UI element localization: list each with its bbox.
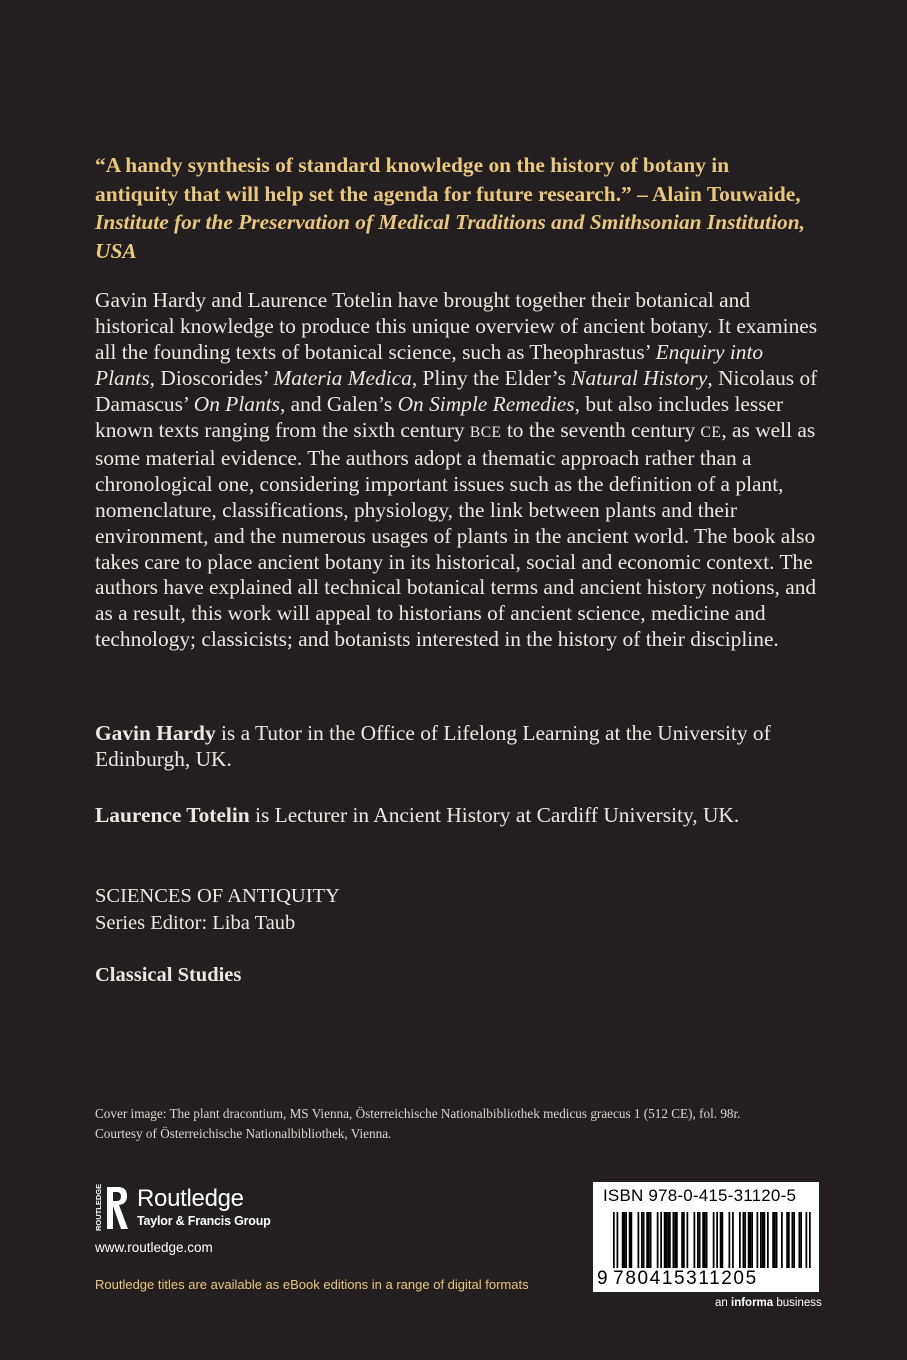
barcode-bar (792, 1212, 794, 1268)
barcode-bar (629, 1212, 631, 1268)
barcode-bar (687, 1212, 689, 1268)
barcode-bar (793, 1212, 795, 1268)
barcode-bar (650, 1212, 652, 1268)
ebook-note: Routledge titles are available as eBook editions in a range of digital formats (95, 1277, 529, 1292)
era-ce: CE (700, 423, 722, 441)
barcode-bar (750, 1212, 752, 1268)
cover-credit (95, 1104, 815, 1143)
barcode-bar (638, 1212, 640, 1268)
series-name: SCIENCES OF ANTIQUITY (95, 885, 340, 907)
barcode-digits (597, 1268, 758, 1290)
barcode-bar (788, 1212, 790, 1268)
quote-text: “A handy synthesis of standard knowledge on the history of botany in antiquity that will help set the agenda for future research.” – Alain Touwaide, (95, 153, 801, 206)
routledge-r-icon (95, 1183, 129, 1233)
barcode-bar (706, 1212, 708, 1268)
barcode-bar (764, 1212, 766, 1268)
barcode-bar (729, 1212, 731, 1268)
barcode-bar (641, 1212, 643, 1268)
title-natural-history: Natural History (571, 365, 708, 390)
barcode-bar (716, 1212, 718, 1268)
subject-category: Classical Studies (95, 964, 242, 986)
isbn-barcode (593, 1182, 819, 1292)
desc-text: to the seventh century (501, 417, 701, 442)
title-materia-medica: Materia Medica (273, 365, 412, 390)
book-description (95, 288, 825, 653)
desc-text: , Nicolaus of Damascus’ (95, 365, 818, 416)
author-bio-totelin (95, 802, 825, 828)
barcode-bar (676, 1212, 678, 1268)
barcode-bar (757, 1212, 759, 1268)
barcode-bar (743, 1212, 745, 1268)
barcode-bar (776, 1212, 778, 1268)
barcode-bar (704, 1212, 706, 1268)
barcode-bar (631, 1212, 633, 1268)
author-bio-hardy (95, 720, 825, 772)
barcode-bar (660, 1212, 662, 1268)
informa-brand: informa (731, 1297, 774, 1309)
barcode-bar (767, 1212, 769, 1268)
author-bio-text: is Lecturer in Ancient History at Cardiff University, UK. (249, 803, 740, 827)
barcode-bar (683, 1212, 685, 1268)
barcode-bar (760, 1212, 762, 1268)
barcode-bar (694, 1212, 696, 1268)
desc-text: Gavin Hardy and Laurence Totelin have brought together their botanical and historical knowledge to produce this unique overview of ancient botany. It examines all the founding texts of botanical science, such as Theophrastus’ (95, 288, 818, 364)
isbn-label: ISBN 978-0-415-31120-5 (603, 1186, 797, 1205)
barcode-bar (673, 1212, 675, 1268)
barcode-bar (648, 1212, 650, 1268)
barcode-bar (800, 1212, 802, 1268)
barcode-bar (722, 1212, 724, 1268)
cover-credit-line: Courtesy of Österreichische Nationalbibliothek, Vienna. (95, 1125, 392, 1141)
author-name: Gavin Hardy (95, 721, 216, 745)
barcode-bar (781, 1212, 783, 1268)
informa-prefix: an (715, 1297, 731, 1309)
barcode-bar (664, 1212, 666, 1268)
publisher-group: Taylor & Francis Group (137, 1214, 271, 1228)
desc-text: , Dioscorides’ (149, 365, 274, 390)
barcode-bar (702, 1212, 704, 1268)
author-bio-text: is a Tutor in the Office of Lifelong Learning at the University of Edinburgh, UK. (95, 721, 771, 771)
barcode-bar (681, 1212, 683, 1268)
barcode-bar (646, 1212, 648, 1268)
routledge-logo (95, 1183, 295, 1233)
title-enquiry-into-plants: Enquiry into Plants (95, 339, 764, 390)
barcode-bar (666, 1212, 668, 1268)
barcode-bar (744, 1212, 746, 1268)
publisher-website[interactable]: www.routledge.com (95, 1240, 213, 1255)
informa-tagline (715, 1297, 822, 1309)
barcode-bar (762, 1212, 764, 1268)
barcode-bar (772, 1212, 774, 1268)
barcode-bar (697, 1212, 699, 1268)
logo-vertical-wordmark: ROUTLEDGE (94, 1183, 103, 1231)
barcode-bar (657, 1212, 659, 1268)
barcode-bar (748, 1212, 750, 1268)
cover-credit-line: Cover image: The plant dracontium, MS Vienna, Österreichische Nationalbibliothek medicus graecus 1 (512 CE), fol. 98r. (95, 1106, 741, 1121)
barcode-bar (713, 1212, 715, 1268)
publisher-name: Routledge (137, 1185, 244, 1212)
barcode-bar (799, 1212, 801, 1268)
barcode-bar (625, 1212, 627, 1268)
barcode-bar (674, 1212, 676, 1268)
barcode-bar (739, 1212, 741, 1268)
barcode-bar (613, 1212, 615, 1268)
era-bce: BCE (469, 423, 502, 441)
barcode-bar (806, 1212, 808, 1268)
title-on-plants: On Plants (193, 391, 280, 416)
barcode-lead-digit: 9 (597, 1268, 610, 1289)
barcode-bar (774, 1212, 776, 1268)
barcode-bar (643, 1212, 645, 1268)
barcode-bar (622, 1212, 624, 1268)
title-on-simple-remedies: On Simple Remedies (397, 391, 575, 416)
barcode-bar (617, 1212, 619, 1268)
barcode-bar (786, 1212, 788, 1268)
desc-text: , but also includes lesser known texts ranging from the sixth century (95, 391, 784, 442)
barcode-digit-string: 780415311205 (613, 1268, 758, 1289)
barcode-bar (751, 1212, 753, 1268)
barcode-bar (809, 1212, 811, 1268)
desc-text: , and Galen’s (279, 391, 398, 416)
desc-text: , Pliny the Elder’s (411, 365, 572, 390)
series-info (95, 883, 340, 937)
barcode-bar (624, 1212, 626, 1268)
endorsement-quote (95, 151, 815, 265)
series-editor: Series Editor: Liba Taub (95, 912, 296, 934)
barcode-bar (699, 1212, 701, 1268)
author-name: Laurence Totelin (95, 803, 250, 827)
informa-suffix: business (773, 1297, 822, 1309)
barcode-bar (669, 1212, 671, 1268)
barcode-bar (732, 1212, 734, 1268)
barcode-bar (720, 1212, 722, 1268)
desc-text: , as well as some material evidence. The authors adopt a thematic approach rather than a chronological one, considering important issues such as the definition of a plant, nomenclature, classifications, physiology, the link between plants and their environment, and the numerous usages of plants in the ancient world. The book also takes care to place ancient botany in its historical, social and economic context. The authors have explained all technical botanical terms and ancient history notions, and as a result, this work will appeal to historians of ancient science, medicine and technology; classicists; and botanists interested in the history of their discipline. (95, 417, 817, 652)
barcode-bar (667, 1212, 669, 1268)
quote-affiliation: Institute for the Preservation of Medical Traditions and Smithsonian Institution, USA (95, 210, 805, 263)
